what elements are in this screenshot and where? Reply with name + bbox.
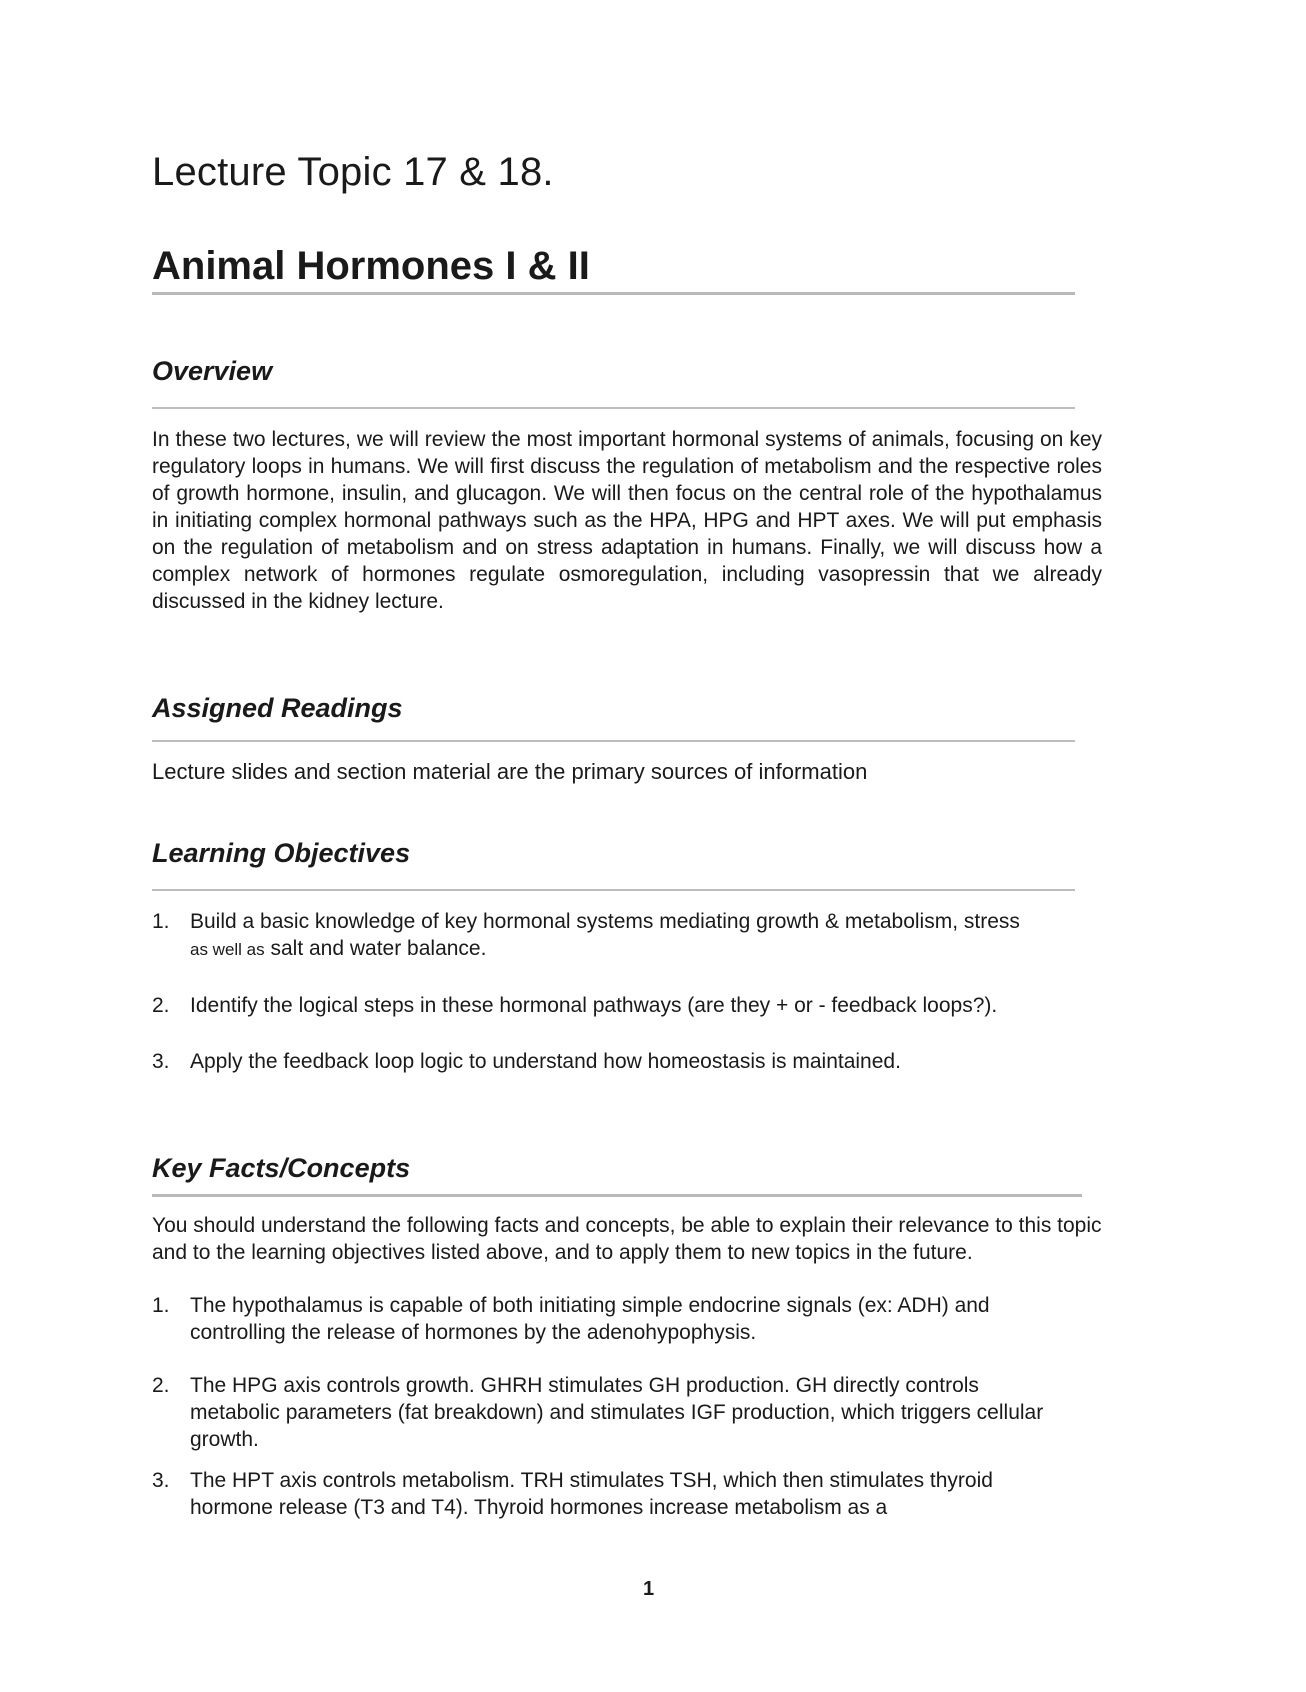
key-facts-divider [152,1194,1082,1197]
list-item-text: The HPG axis controls growth. GHRH stimulates GH production. GH directly controls metabolic parameters (fat breakdown) and stimulates IGF production, which triggers cellular growth. [190,1374,1044,1451]
title-divider [152,292,1075,295]
learning-objectives-divider [152,889,1075,891]
list-item-number: 3. [152,1469,170,1492]
key-facts-heading: Key Facts/Concepts [152,1153,411,1183]
overview-divider [152,407,1075,409]
list-item-text-cont: salt and water balance. [264,937,487,960]
assigned-readings-divider [152,740,1075,742]
list-item [152,1048,1142,1075]
list-item-text: The hypothalamus is capable of both initiating simple endocrine signals (ex: ADH) and controlling the release of hormones by the adenohypophysis. [190,1294,990,1344]
list-item-text: Build a basic knowledge of key hormonal systems mediating growth & metabolism, stress [190,910,1020,933]
learning-objectives-list [152,908,1142,1075]
key-facts-intro: You should understand the following facts and concepts, be able to explain their relevance to this topic and to the learning objectives listed above, and to apply them to new topics in the future. [152,1214,1102,1264]
list-item [152,1292,1072,1346]
key-facts-list [152,1292,1072,1521]
list-item [152,1372,1072,1453]
page-number: 1 [643,1578,655,1600]
list-item [152,992,1142,1019]
list-item-text: Identify the logical steps in these hormonal pathways (are they + or - feedback loops?). [190,994,998,1017]
overview-paragraph: In these two lectures, we will review the most important hormonal systems of animals, focusing on key regulatory loops in humans. We will first discuss the regulation of metabolism and the respective roles of growth hormone, insulin, and glucagon. We will then focus on the central role of the hypothalamus in initiating complex hormonal pathways such as the HPA, HPG and HPT axes. We will put emphasis on the regulation of metabolism and on stress adaptation in humans. Finally, we will discuss how a complex network of hormones regulate osmoregulation, including vasopressin that we already discussed in the kidney lecture. [152,428,1102,613]
list-item-text: The HPT axis controls metabolism. TRH stimulates TSH, which then stimulates thyroid hormone release (T3 and T4). Thyroid hormones increase metabolism as a [190,1469,993,1519]
list-item [152,908,1142,963]
list-item-number: 3. [152,1050,170,1073]
list-item-number: 2. [152,1374,170,1397]
list-item [152,1467,1050,1521]
learning-objectives-heading: Learning Objectives [152,838,411,868]
assigned-readings-text: Lecture slides and section material are the primary sources of information [152,759,868,784]
page-title: Animal Hormones I & II [152,244,590,288]
assigned-readings-heading: Assigned Readings [152,693,403,723]
list-item-number: 2. [152,994,170,1017]
list-item-number: 1. [152,1294,170,1317]
list-item-text: Apply the feedback loop logic to understand how homeostasis is maintained. [190,1050,901,1073]
lecture-topic: Lecture Topic 17 & 18. [152,150,554,194]
list-item-number: 1. [152,910,170,933]
list-item-text-small: as well as [190,940,265,959]
overview-heading: Overview [152,356,273,386]
